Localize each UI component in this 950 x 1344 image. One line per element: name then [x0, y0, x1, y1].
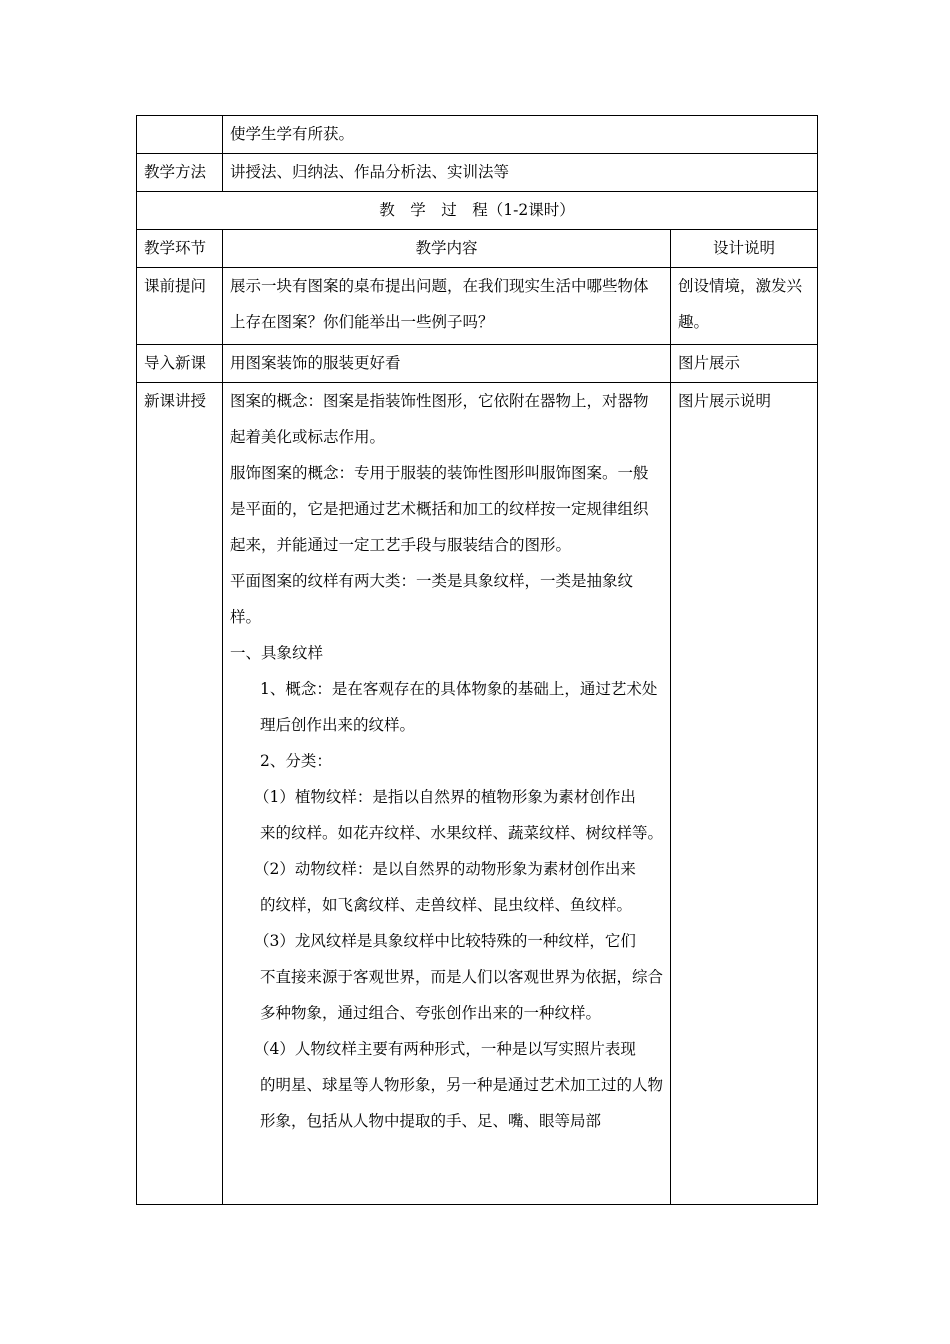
figure-pattern-head: （4）人物纹样主要有两种形式，一种是以写实照片表现: [254, 1040, 636, 1058]
row-header: [137, 230, 818, 268]
plant-pattern-head: （1）植物纹样：是指以自然界的植物形象为素材创作出: [254, 788, 636, 806]
new-lesson-note: 图片展示说明: [671, 383, 818, 1205]
animal-pattern-rest: 的纹样，如飞禽纹样、走兽纹样、昆虫纹样、鱼纹样。: [260, 896, 633, 914]
figurative-concept: 1、概念：是在客观存在的具体物象的基础上，通过艺术处理后创作出来的纹样。: [260, 680, 658, 734]
new-lesson-content: [223, 383, 671, 1205]
figurative-classification: 2、分类：: [260, 752, 332, 770]
method-label: 教学方法: [137, 154, 223, 192]
header-stage: 教学环节: [137, 230, 223, 268]
intro-note: 图片展示: [671, 345, 818, 383]
intro-label: 导入新课: [137, 345, 223, 383]
gain-label: [137, 116, 223, 154]
pre-question-content: 展示一块有图案的桌布提出问题，在我们现实生活中哪些物体上存在图案？你们能举出一些例子吗？: [223, 268, 671, 345]
method-text: 讲授法、归纳法、作品分析法、实训法等: [223, 154, 818, 192]
process-title: 教 学 过 程（1-2课时）: [137, 192, 818, 230]
gain-text: 使学生学有所获。: [223, 116, 818, 154]
pre-question-note: 创设情境，激发兴趣。: [671, 268, 818, 345]
row-method: [137, 154, 818, 192]
pre-question-label: 课前提问: [137, 268, 223, 345]
animal-pattern-head: （2）动物纹样：是以自然界的动物形象为素材创作出来: [254, 860, 636, 878]
row-gain: [137, 116, 818, 154]
pattern-categories: 平面图案的纹样有两大类：一类是具象纹样，一类是抽象纹样。: [230, 572, 634, 626]
new-lesson-label: 新课讲授: [137, 383, 223, 1205]
concept-apparel-pattern: 服饰图案的概念：专用于服装的装饰性图形叫服饰图案。一般是平面的，它是把通过艺术概括和加工的纹样按一定规律组织起来，并能通过一定工艺手段与服装结合的图形。: [230, 464, 649, 554]
row-process-title: [137, 192, 818, 230]
lesson-plan-table: [136, 115, 818, 1205]
header-content: 教学内容: [223, 230, 671, 268]
header-note: 设计说明: [671, 230, 818, 268]
figure-pattern-rest: 的明星、球星等人物形象，另一种是通过艺术加工过的人物形象，包括从人物中提取的手、足、嘴、眼等局部: [260, 1076, 664, 1130]
section-heading-figurative: 一、具象纹样: [230, 644, 324, 662]
concept-pattern: 图案的概念：图案是指装饰性图形，它依附在器物上，对器物起着美化或标志作用。: [230, 392, 649, 446]
dragon-phoenix-pattern-head: （3）龙风纹样是具象纹样中比较特殊的一种纹样，它们: [254, 932, 636, 950]
dragon-phoenix-pattern-rest: 不直接来源于客观世界，而是人们以客观世界为依据，综合多种物象，通过组合、夸张创作出来的一种纹样。: [260, 968, 664, 1022]
plant-pattern-rest: 来的纹样。如花卉纹样、水果纹样、蔬菜纹样、树纹样等。: [260, 824, 664, 842]
row-intro: [137, 345, 818, 383]
row-new-lesson: [137, 383, 818, 1205]
row-pre-question: [137, 268, 818, 345]
intro-content: 用图案装饰的服装更好看: [223, 345, 671, 383]
